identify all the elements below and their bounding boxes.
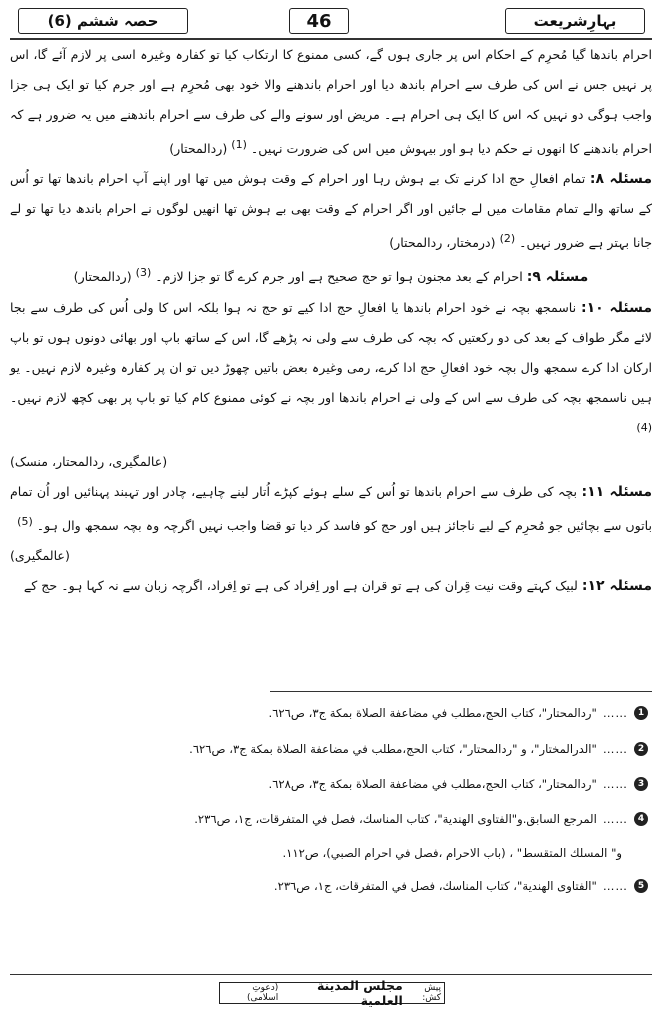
footnote-dots: …… [602, 812, 628, 826]
masala-heading: مسئلہ ۸: [589, 171, 653, 188]
footnote-3 [40, 777, 648, 791]
source-citation: (عالمگیری) [10, 547, 70, 563]
footnote-1 [40, 706, 648, 720]
footnote-text: "ردالمحتار"، كتاب الحج،مطلب في مضاعفة الصلاة بمكة ج٣، ص٦٢٦. [268, 706, 597, 720]
masala-heading: مسئلہ ۱۱: [581, 483, 653, 500]
paragraph-1 [10, 40, 652, 164]
footer-title: مجلس المدينة العلمية [316, 978, 403, 1008]
book-title: بہارِشریعت [533, 12, 617, 30]
footnote-ref: (5) [17, 514, 33, 528]
footnote-text: المرجع السابق.و"الفتاوى الهندية"، كتاب المناسك، فصل في المتفرقات، ج١، ص٢٣٦. [194, 812, 597, 826]
footnote-dots: …… [602, 742, 628, 756]
footnote-ref: (1) [231, 138, 247, 151]
paragraph-text: لبیک کہتے وقت نیت قِران کی ہے تو قران ہے اور اِفراد کی ہے تو اِفراد، اگرچہ زبان سے نہ کہا ہو۔ حج کے [23, 577, 578, 593]
paragraph-masala-8 [10, 164, 652, 258]
masala-heading: مسئلہ ۱۲: [581, 577, 652, 594]
paragraph-masala-10 [10, 293, 652, 447]
paragraph-text: بچہ کی طرف سے احرام باندھا تو اُس کے سلے ہوئے کپڑے اُتار لینے چاہیے، چادر اور تہبند پہنائیں اور اُن تمام باتوں سے بچائیں جو مُحرِم کے لیے ناجائز ہیں اور حج کو فاسد کر دیا تو قضا واجب نہیں اگرچہ وہ بچہ سمجھ وال ہو۔ [10, 483, 652, 533]
footnote-dots: …… [602, 706, 628, 720]
footer-prefix: پیش کش: [422, 983, 441, 1003]
footnote-4 [40, 812, 648, 826]
footnote-number: 1 [634, 706, 648, 720]
footnote-text: "ردالمحتار"، كتاب الحج،مطلب في مضاعفة الصلاة بمكة ج٣، ص٦٢٨. [268, 777, 597, 791]
footnote-text: و" المسلك المتقسط" ، (باب الاحرام ،فصل في احرام الصبي)، ص١١٢. [282, 846, 622, 860]
header-part-box [18, 8, 188, 34]
source-citation: (درمختار، ردالمحتار) [389, 235, 496, 251]
footnote-dots: …… [602, 777, 628, 791]
footnote-4-continued [40, 846, 622, 860]
header-page-number-box [289, 8, 349, 34]
footnote-text: "الدرالمختار"، و "ردالمحتار"، كتاب الحج،مطلب في مضاعفة الصلاة بمكة ج٣، ص٦٢٦. [189, 742, 597, 756]
main-text [10, 40, 652, 601]
footnote-text: "الفتاوى الهندية"، كتاب المناسك، فصل في المتفرقات، ج١، ص٢٣٦. [273, 879, 597, 893]
footnote-number: 4 [634, 812, 648, 826]
masala-heading: مسئلہ ۱۰: [581, 299, 653, 316]
header-part-label: حصہ ششم (6) [47, 12, 159, 30]
paragraph-text: احرام باندھا گیا مُحرِم کے احکام اس پر جاری ہوں گے، کسی ممنوع کا ارتکاب کیا تو کفارہ وغیرہ اسی پر لازم آئے گا، اس پر نہیں جس نے اس کی طرف سے احرام باندھ دیا اور احرام باندھنے والا خود بھی مُحرِم ہے اور جرم کیا تو ایک ہی جزا واجب ہوگی دو نہیں کہ اس کا ایک ہی احرام ہے۔ مریض اور سونے والے کی طرف سے احرام باندھنے میں یہ ضرور ہے کہ احرام باندھنے کا انھوں نے حکم دیا ہو اور بیہوش میں اس کی ضرورت نہیں۔ [10, 47, 652, 157]
footnote-number: 5 [634, 879, 648, 893]
footer-divider [10, 974, 652, 975]
source-citation: (ردالمحتار) [73, 269, 132, 285]
footnote-ref: (2) [499, 232, 516, 246]
page-number: 46 [306, 10, 332, 32]
footnote-ref: (4) [636, 420, 652, 434]
header-book-title-box [505, 8, 645, 34]
paragraph-masala-11-source [10, 541, 652, 571]
footer-suffix: (دعوتِ اسلامی) [246, 983, 279, 1003]
footnote-dots: …… [602, 879, 628, 893]
paragraph-masala-9 [10, 258, 652, 292]
paragraph-masala-12 [10, 571, 652, 601]
paragraph-text: ناسمجھ بچہ نے خود احرام باندھا یا افعالِ حج ادا کیے تو حج نہ ہوا بلکہ اس کا ولی اُس کی طرف سے بجا لائے مگر طواف کے بعد کی دو رکعتیں کہ بچہ کی طرف سے ولی نہ پڑھے گا، اس کے ساتھ باپ اور بھائی دونوں ہوں تو باپ ارکان ادا کرے سمجھ وال بچہ خود افعالِ حج ادا کرے، رمی وغیرہ بعض باتیں چھوڑ دیں تو ان پر کفارہ وغیرہ لازم نہیں۔ یو ہیں ناسمجھ بچہ کی طرف سے اس کے ولی نے احرام باندھا اور بچہ نے کوئی ممنوع کام کیا تو باپ پر بھی کچھ لازم نہیں۔ [10, 299, 652, 405]
footnote-2 [40, 742, 648, 756]
paragraph-text: احرام کے بعد مجنون ہوا تو حج صحیح ہے اور جرم کرے گا تو جزا لازم۔ [155, 269, 523, 285]
footnote-number: 3 [634, 777, 648, 791]
paragraph-text: تمام افعالِ حج ادا کرنے تک بے ہوش رہا اور احرام کے وقت ہوش میں تھا اور اپنے آپ احرام باندھا تھا تو اُس کے ساتھ والے تمام مقامات میں لے جائیں اور اگر احرام کے وقت بھی بے ہوش تھا انھیں لوگوں نے احرام باندھ دیا تھا تو لے جانا بہتر ہے ضرور نہیں۔ [10, 171, 652, 251]
footnote-5 [40, 879, 648, 893]
masala-heading: مسئلہ ۹: [526, 269, 589, 286]
footnote-number: 2 [634, 742, 648, 756]
publisher-footer [219, 978, 445, 1008]
footnotes-divider [270, 691, 652, 692]
source-citation: (عالمگیری، ردالمحتار، منسک) [10, 453, 168, 469]
paragraph-masala-10-source [10, 447, 652, 477]
paragraph-masala-11 [10, 477, 652, 541]
footnote-ref: (3) [135, 266, 152, 280]
source-citation: (ردالمحتار) [169, 141, 228, 157]
